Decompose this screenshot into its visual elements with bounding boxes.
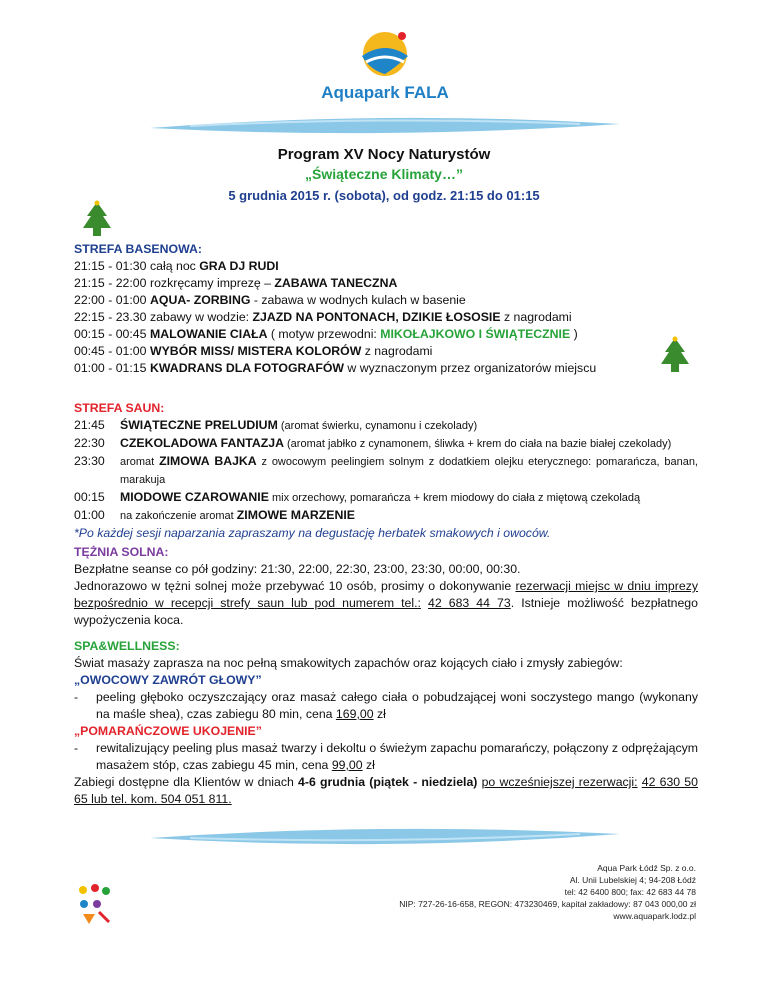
teznia-heading: TĘŻNIA SOLNA: <box>74 545 169 559</box>
spa-heading: SPA&WELLNESS: <box>74 639 180 653</box>
spa-phone-link[interactable]: 42 630 50 65 lub tel. kom. 504 051 811. <box>74 775 698 806</box>
event-date: 5 grudnia 2015 r. (sobota), od godz. 21:15 do 01:15 <box>228 188 540 203</box>
page-title: Program XV Nocy Naturystów <box>277 146 491 163</box>
top-wave-decoration <box>150 110 620 140</box>
spa-treatment-1-title: „OWOCOWY ZAWRÓT GŁOWY” <box>74 673 262 687</box>
footer-address <box>399 862 696 922</box>
footer-website[interactable]: www.aquapark.lodz.pl <box>613 911 696 921</box>
logo-sun-wave-icon <box>300 22 470 82</box>
pool-row: 21:15 - 22:00 rozkręcamy imprezę – ZABAWA TANECZNA <box>74 276 398 290</box>
pool-row: 00:45 - 01:00 WYBÓR MISS/ MISTERA KOLORÓW z nagrodami <box>74 344 433 358</box>
sauna-heading: STREFA SAUN: <box>74 401 165 415</box>
teznia-info: Jednorazowo w tężni solnej może przebywać 10 osób, prosimy o dokonywanie rezerwacji miejsc w dniu imprezy bezpośrednio w recepcji strefy saun lub pod numerem tel.: 42 683 44 73. Istnieje możliwość bezpłatnego wypożyczenia koca. <box>74 579 698 627</box>
sauna-row: 21:45 ŚWIĄTECZNE PRELUDIUM (aromat świerku, cynamonu i czekolady) <box>74 418 478 432</box>
spa-treatment-1-desc: - peeling głęboko oczyszczający oraz masaż całego ciała o pobudzającej woni soczystego mango (wykonany na maśle shea), czas zabiegu 80 min, cena 169,00 zł <box>74 690 698 721</box>
spa-availability: Zabiegi dostępne dla Klientów w dniach 4-6 grudnia (piątek - niedziela) po wcześniejszej rezerwacji: 42 630 50 65 lub tel. kom. 504 051 811. <box>74 775 698 806</box>
teznia-section <box>74 544 698 629</box>
sauna-row: 00:15 MIODOWE CZAROWANIE mix orzechowy, pomarańcza + krem miodowy do ciała z miętową czekoladą <box>74 490 641 504</box>
pool-row: 00:15 - 00:45 MALOWANIE CIAŁA ( motyw przewodni: MIKOŁAJKOWO I ŚWIĄTECZNIE ) <box>74 327 578 341</box>
pool-heading: STREFA BASENOWA: <box>74 242 202 256</box>
lodz-logo <box>75 882 115 930</box>
footer-nip: NIP: 727-26-16-658, REGON: 473230469, kapitał zakładowy: 87 043 000,00 zł <box>399 899 696 909</box>
sauna-row: 22:30 CZEKOLADOWA FANTAZJA (aromat jabłko z cynamonem, śliwka + krem do ciała na bazie białej czekolady) <box>74 436 672 450</box>
pool-row: 21:15 - 01:30 całą noc GRA DJ RUDI <box>74 259 279 273</box>
sauna-row: 01:00 na zakończenie aromat ZIMOWE MARZENIE <box>74 508 355 522</box>
footer-company: Aqua Park Łódź Sp. z o.o. <box>597 863 696 873</box>
footer-address-line: Al. Unii Lubelskiej 4; 94-208 Łódź <box>569 875 696 885</box>
pool-row: 01:00 - 01:15 KWADRANS DLA FOTOGRAFÓW w wyznaczonym przez organizatorów miejscu <box>74 361 597 375</box>
sauna-row: 23:30 aromat ZIMOWA BAJKA z owocowym peelingiem solnym z dodatkiem olejku eterycznego: pomarańcza, banan, marakuja <box>74 454 698 486</box>
page-subtitle: „Świąteczne Klimaty…” <box>305 166 463 182</box>
logo-text: Aquapark FALA <box>321 83 449 102</box>
pool-row: 22:15 - 23.30 zabawy w wodzie: ZJAZD NA PONTONACH, DZIKIE ŁOSOSIE z nagrodami <box>74 310 572 324</box>
pool-row: 22:00 - 01:00 AQUA- ZORBING - zabawa w wodnych kulach w basenie <box>74 293 466 307</box>
spa-section <box>74 638 698 808</box>
sauna-section <box>74 400 698 542</box>
sauna-note: *Po każdej sesji naparzania zapraszamy na degustację herbatek smakowych i owoców. <box>74 526 551 540</box>
christmas-tree-icon <box>77 200 117 240</box>
aquapark-logo <box>300 22 470 102</box>
phone-link[interactable]: 42 683 44 73 <box>428 596 511 610</box>
reservation-link[interactable]: rezerwacji miejsc w dniu imprezy bezpośrednio w recepcji strefy saun lub pod numerem tel.: <box>74 579 698 610</box>
spa-intro: Świat masaży zaprasza na noc pełną smakowitych zapachów oraz kojących ciało i zmysły zabiegów: <box>74 656 623 670</box>
pool-section <box>74 241 704 377</box>
spa-treatment-2-title: „POMARAŃCZOWE UKOJENIE” <box>74 724 262 738</box>
teznia-sessions: Bezpłatne seanse co pół godziny: 21:30, 22:00, 22:30, 23:00, 23:30, 00:00, 00:30. <box>74 562 521 576</box>
bottom-wave-decoration <box>150 822 620 852</box>
footer-phone: tel: 42 6400 800; fax: 42 683 44 78 <box>564 887 696 897</box>
spa-treatment-2-desc: - rewitalizujący peeling plus masaż twarzy i dekoltu o świeżym zapachu pomarańczy, połączony z odprężającym masażem stóp, czas zabiegu 45 min, cena 99,00 zł <box>74 741 698 772</box>
